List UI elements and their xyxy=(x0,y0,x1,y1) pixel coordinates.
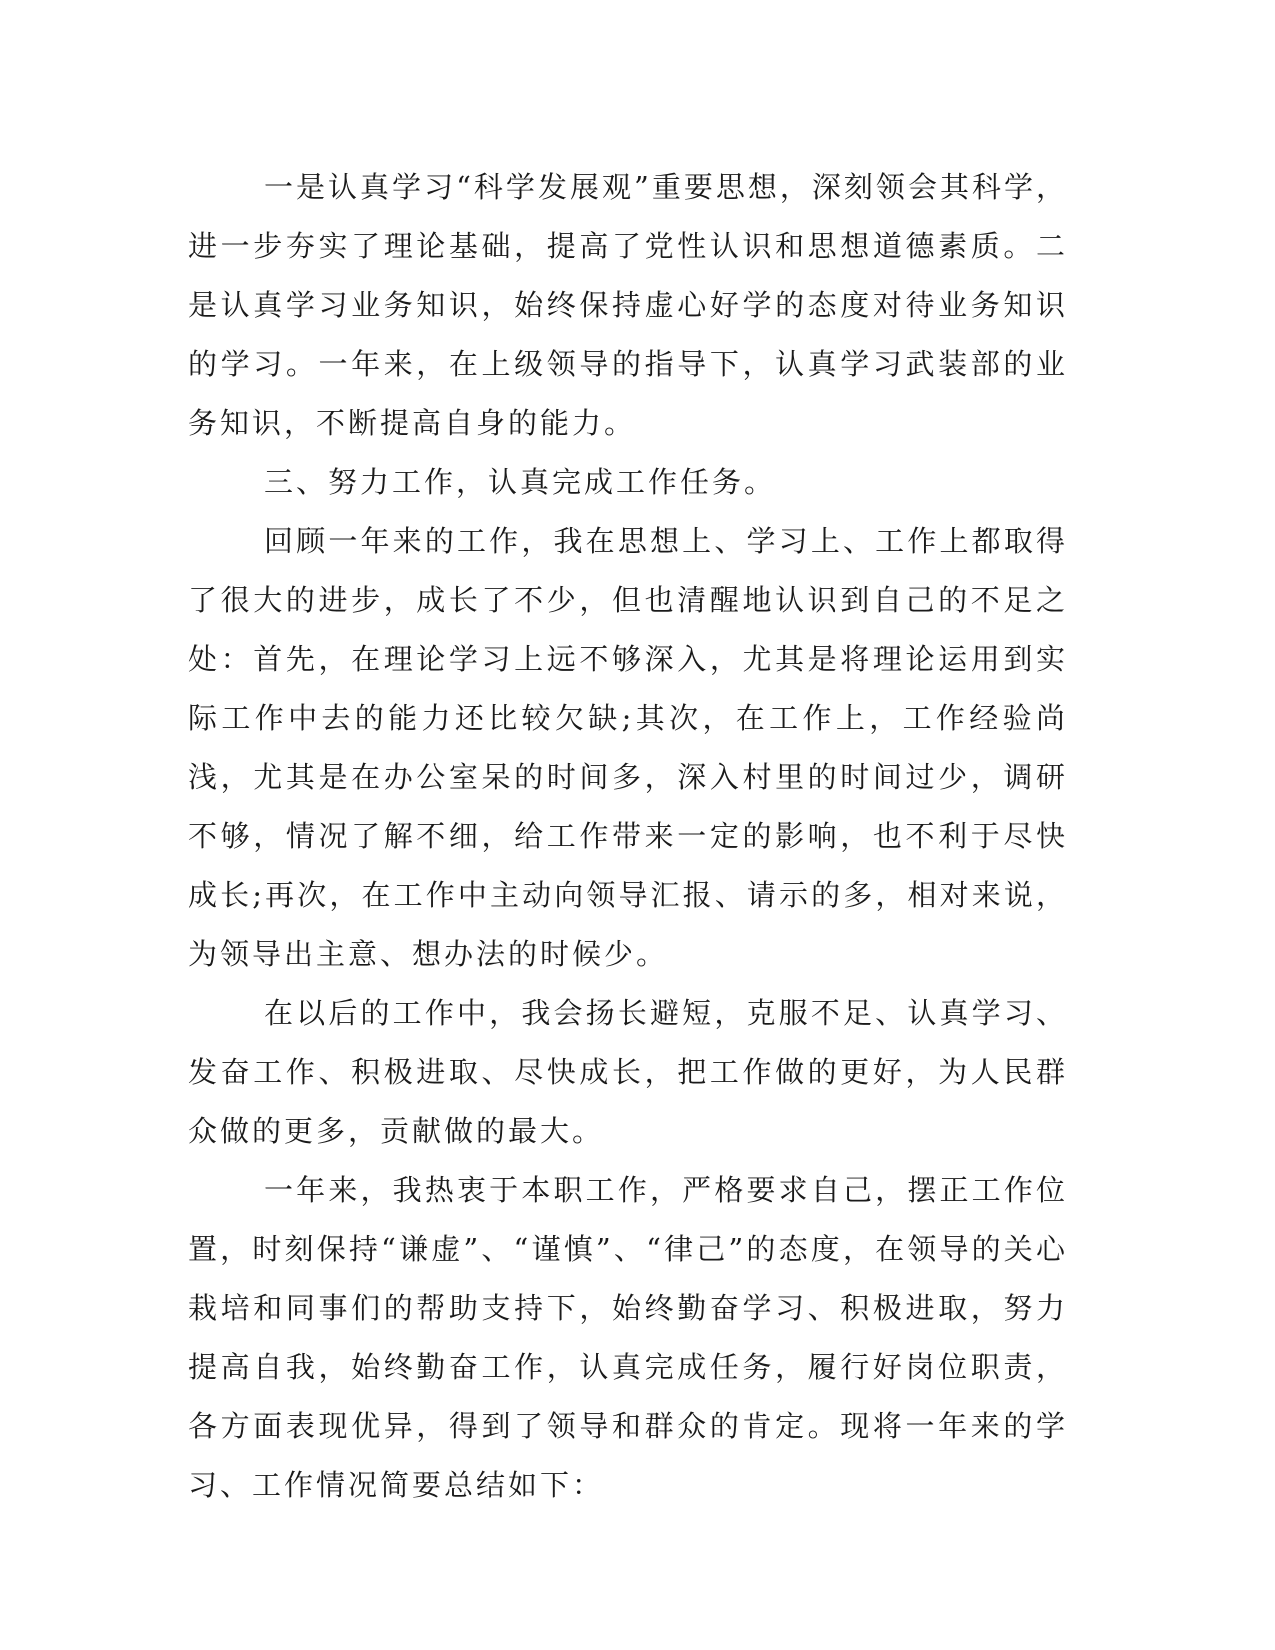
paragraph-review: 回顾一年来的工作，我在思想上、学习上、工作上都取得了很大的进步，成长了不少，但也清醒地认识到自己的不足之处：首先，在理论学习上远不够深入，尤其是将理论运用到实际工作中去的能力还比较欠缺;其次，在工作上，工作经验尚浅，尤其是在办公室呆的时间多，深入村里的时间过少，调研不够，情况了解不细，给工作带来一定的影响，也不利于尽快成长;再次，在工作中主动向领导汇报、请示的多，相对来说，为领导出主意、想办法的时候少。 xyxy=(188,524,1068,971)
document-body xyxy=(188,158,1068,1515)
section-heading-work: 三、努力工作，认真完成工作任务。 xyxy=(264,465,777,499)
paragraph-future: 在以后的工作中，我会扬长避短，克服不足、认真学习、发奋工作、积极进取、尽快成长，把工作做的更好，为人民群众做的更多，贡献做的最大。 xyxy=(188,996,1068,1148)
paragraph-summary-intro: 一年来，我热衷于本职工作，严格要求自己，摆正工作位置，时刻保持“谦虚”、“谨慎”、“律己”的态度，在领导的关心栽培和同事们的帮助支持下，始终勤奋学习、积极进取，努力提高自我，始终勤奋工作，认真完成任务，履行好岗位职责，各方面表现优异，得到了领导和群众的肯定。现将一年来的学习、工作情况简要总结如下： xyxy=(188,1173,1068,1502)
paragraph-study: 一是认真学习“科学发展观”重要思想，深刻领会其科学，进一步夯实了理论基础，提高了党性认识和思想道德素质。二是认真学习业务知识，始终保持虚心好学的态度对待业务知识的学习。一年来，在上级领导的指导下，认真学习武装部的业务知识，不断提高自身的能力。 xyxy=(188,170,1068,440)
